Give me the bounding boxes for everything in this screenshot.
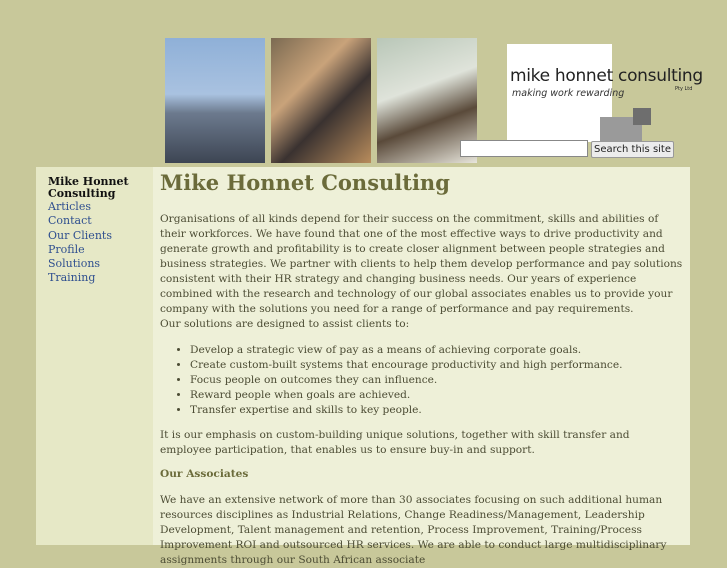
header-photo-city bbox=[165, 38, 265, 163]
logo-square-dark bbox=[633, 108, 651, 125]
list-item: • Develop a strategic view of pay as a means of achieving corporate goals. bbox=[190, 343, 684, 358]
search-input[interactable] bbox=[460, 140, 588, 157]
sidebar-item-articles[interactable]: Articles bbox=[48, 200, 91, 213]
sidebar-item-our-clients[interactable]: Our Clients bbox=[48, 228, 112, 242]
list-item: • Create custom-built systems that encourage productivity and high performance. bbox=[190, 358, 684, 373]
list-item: • Transfer expertise and skills to key people. bbox=[190, 403, 684, 418]
solutions-list bbox=[160, 343, 684, 418]
intro-paragraph: Organisations of all kinds depend for their success on the commitment, skills and abilities of their workforces. We have found that one of the most effective ways to drive productivity and generate growth and profitability is to create closer alignment between people strategies and business strategies. We partner with clients to help them develop performance and pay solutions consistent with their HR strategy and changing business needs. Our years of experience combined with the research and technology of our global associates enables us to provide your company with the solutions you need for a range of performance and pay requirements. bbox=[160, 213, 683, 315]
sidebar-item-contact[interactable]: Contact bbox=[48, 214, 92, 228]
associates-heading: Our Associates bbox=[160, 468, 249, 480]
associates-paragraph: We have an extensive network of more than 30 associates focusing on such additional human resources disciplines as Industrial Relations, Change Readiness/Management, Leadership Development, Talent management and retention, Process Improvement, Training/Process Improvement ROI and outsourced HR services. We are able to conduct large multidisciplinary assignments through our South African associate bbox=[160, 494, 667, 566]
logo-name: mike honnet consulting bbox=[510, 66, 703, 86]
sidebar-item-training[interactable]: Training bbox=[48, 271, 96, 285]
sidebar-title: Mike Honnet Consulting bbox=[48, 175, 129, 200]
list-item: • Reward people when goals are achieved. bbox=[190, 388, 684, 403]
solutions-intro: Our solutions are designed to assist clients to: bbox=[160, 318, 410, 330]
search-button[interactable]: Search this site bbox=[591, 141, 674, 158]
logo-tagline: making work rewarding bbox=[512, 88, 625, 99]
list-item: • Focus people on outcomes they can influence. bbox=[190, 373, 684, 388]
sidebar-nav bbox=[48, 200, 112, 286]
page-title: Mike Honnet Consulting bbox=[160, 170, 450, 195]
intro-block bbox=[160, 212, 684, 332]
header-photo-meeting bbox=[271, 38, 371, 163]
emphasis-paragraph: It is our emphasis on custom-building unique solutions, together with skill transfer and employee participation, that enables us to ensure buy-in and support. bbox=[160, 429, 630, 456]
sidebar-item-solutions[interactable]: Solutions bbox=[48, 257, 101, 271]
sidebar-item-profile[interactable]: Profile bbox=[48, 242, 85, 256]
logo-pty: Pty Ltd bbox=[675, 86, 693, 92]
